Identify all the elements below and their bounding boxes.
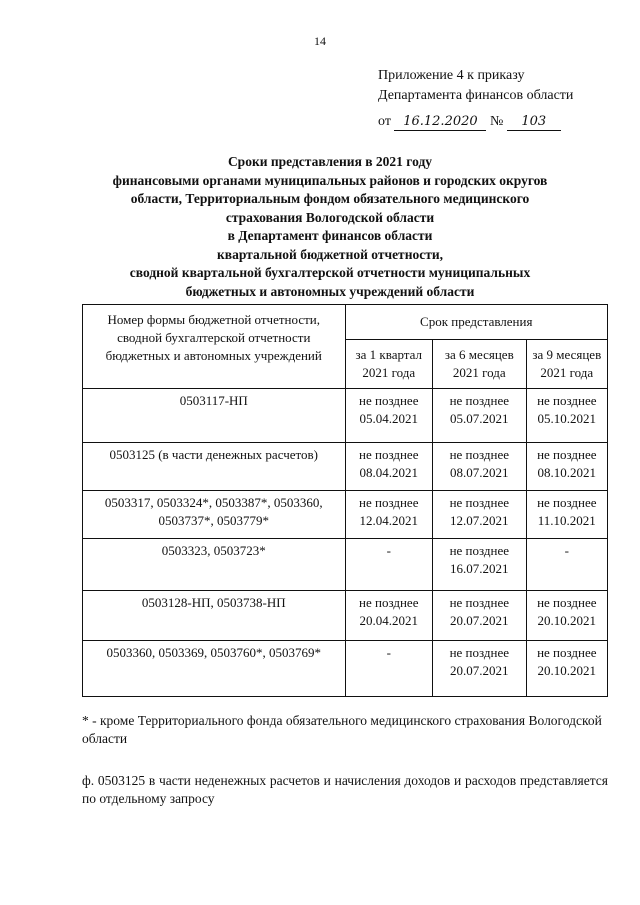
title-line: сводной квартальной бухгалтерской отчетности муниципальных (129, 265, 531, 280)
order-number: 103 (507, 114, 561, 131)
header-period-q1: за 1 квартал 2021 года (345, 340, 433, 389)
deadlines-table (82, 304, 608, 697)
cell-m9: - (526, 539, 607, 591)
cell-h1: не позднее 20.07.2021 (433, 641, 527, 697)
cell-h1: не позднее 20.07.2021 (433, 591, 527, 641)
title-line: квартальной бюджетной отчетности, (217, 246, 443, 262)
order-from-label: от (378, 114, 391, 129)
appendix-line-1: Приложение 4 к приказу (378, 68, 525, 83)
table-row (83, 389, 608, 443)
header-form-number: Номер формы бюджетной отчетности, сводной бухгалтерской отчетности бюджетных и автономных учреждений (83, 305, 346, 389)
cell-q1: не позднее 05.04.2021 (345, 389, 433, 443)
order-date: 16.12.2020 (394, 114, 486, 131)
cell-q1: - (345, 641, 433, 697)
cell-h1: не позднее 05.07.2021 (433, 389, 527, 443)
title-line: в Департамент финансов области (227, 228, 433, 243)
cell-form: 0503128-НП, 0503738-НП (83, 591, 346, 641)
cell-form: 0503323, 0503723* (83, 539, 346, 591)
cell-m9: не позднее 05.10.2021 (526, 389, 607, 443)
cell-m9: не позднее 08.10.2021 (526, 443, 607, 491)
title-line: бюджетных и автономных учреждений области (185, 283, 475, 299)
table-row (83, 443, 608, 491)
cell-m9: не позднее 20.10.2021 (526, 641, 607, 697)
cell-h1: не позднее 16.07.2021 (433, 539, 527, 591)
table-row (83, 641, 608, 697)
cell-q1: не позднее 20.04.2021 (345, 591, 433, 641)
cell-m9: не позднее 11.10.2021 (526, 491, 607, 539)
cell-form: 0503317, 0503324*, 0503387*, 0503360, 0503737*, 0503779* (83, 491, 346, 539)
header-period-h1: за 6 месяцев 2021 года (433, 340, 527, 389)
cell-q1: не позднее 12.04.2021 (345, 491, 433, 539)
cell-form: 0503117-НП (83, 389, 346, 443)
order-reference (378, 112, 628, 132)
title-line: Сроки представления в 2021 году (227, 154, 433, 169)
cell-q1: - (345, 539, 433, 591)
order-number-label: № (489, 114, 504, 129)
table-row (83, 491, 608, 539)
appendix-header (378, 66, 628, 132)
cell-form: 0503125 (в части денежных расчетов) (83, 443, 346, 491)
cell-h1: не позднее 12.07.2021 (433, 491, 527, 539)
appendix-line-2: Департамента финансов области (378, 88, 574, 103)
page-number: 14 (314, 34, 326, 48)
title-line: страхования Вологодской области (225, 209, 435, 225)
header-period-m9: за 9 месяцев 2021 года (526, 340, 607, 389)
title-line: финансовыми органами муниципальных районов и городских округов (112, 172, 548, 188)
note: ф. 0503125 в части неденежных расчетов и начисления доходов и расходов представляется по отдельному запросу (82, 773, 608, 806)
title-line: области, Территориальным фондом обязательного медицинского (130, 191, 530, 206)
cell-m9: не позднее 20.10.2021 (526, 591, 607, 641)
cell-q1: не позднее 08.04.2021 (345, 443, 433, 491)
cell-form: 0503360, 0503369, 0503760*, 0503769* (83, 641, 346, 697)
footnote: * - кроме Территориального фонда обязательного медицинского страхования Вологодской области (82, 713, 602, 746)
table-row (83, 539, 608, 591)
table-row (83, 591, 608, 641)
cell-h1: не позднее 08.07.2021 (433, 443, 527, 491)
document-title (60, 153, 600, 301)
header-deadline: Срок представления (345, 305, 608, 340)
